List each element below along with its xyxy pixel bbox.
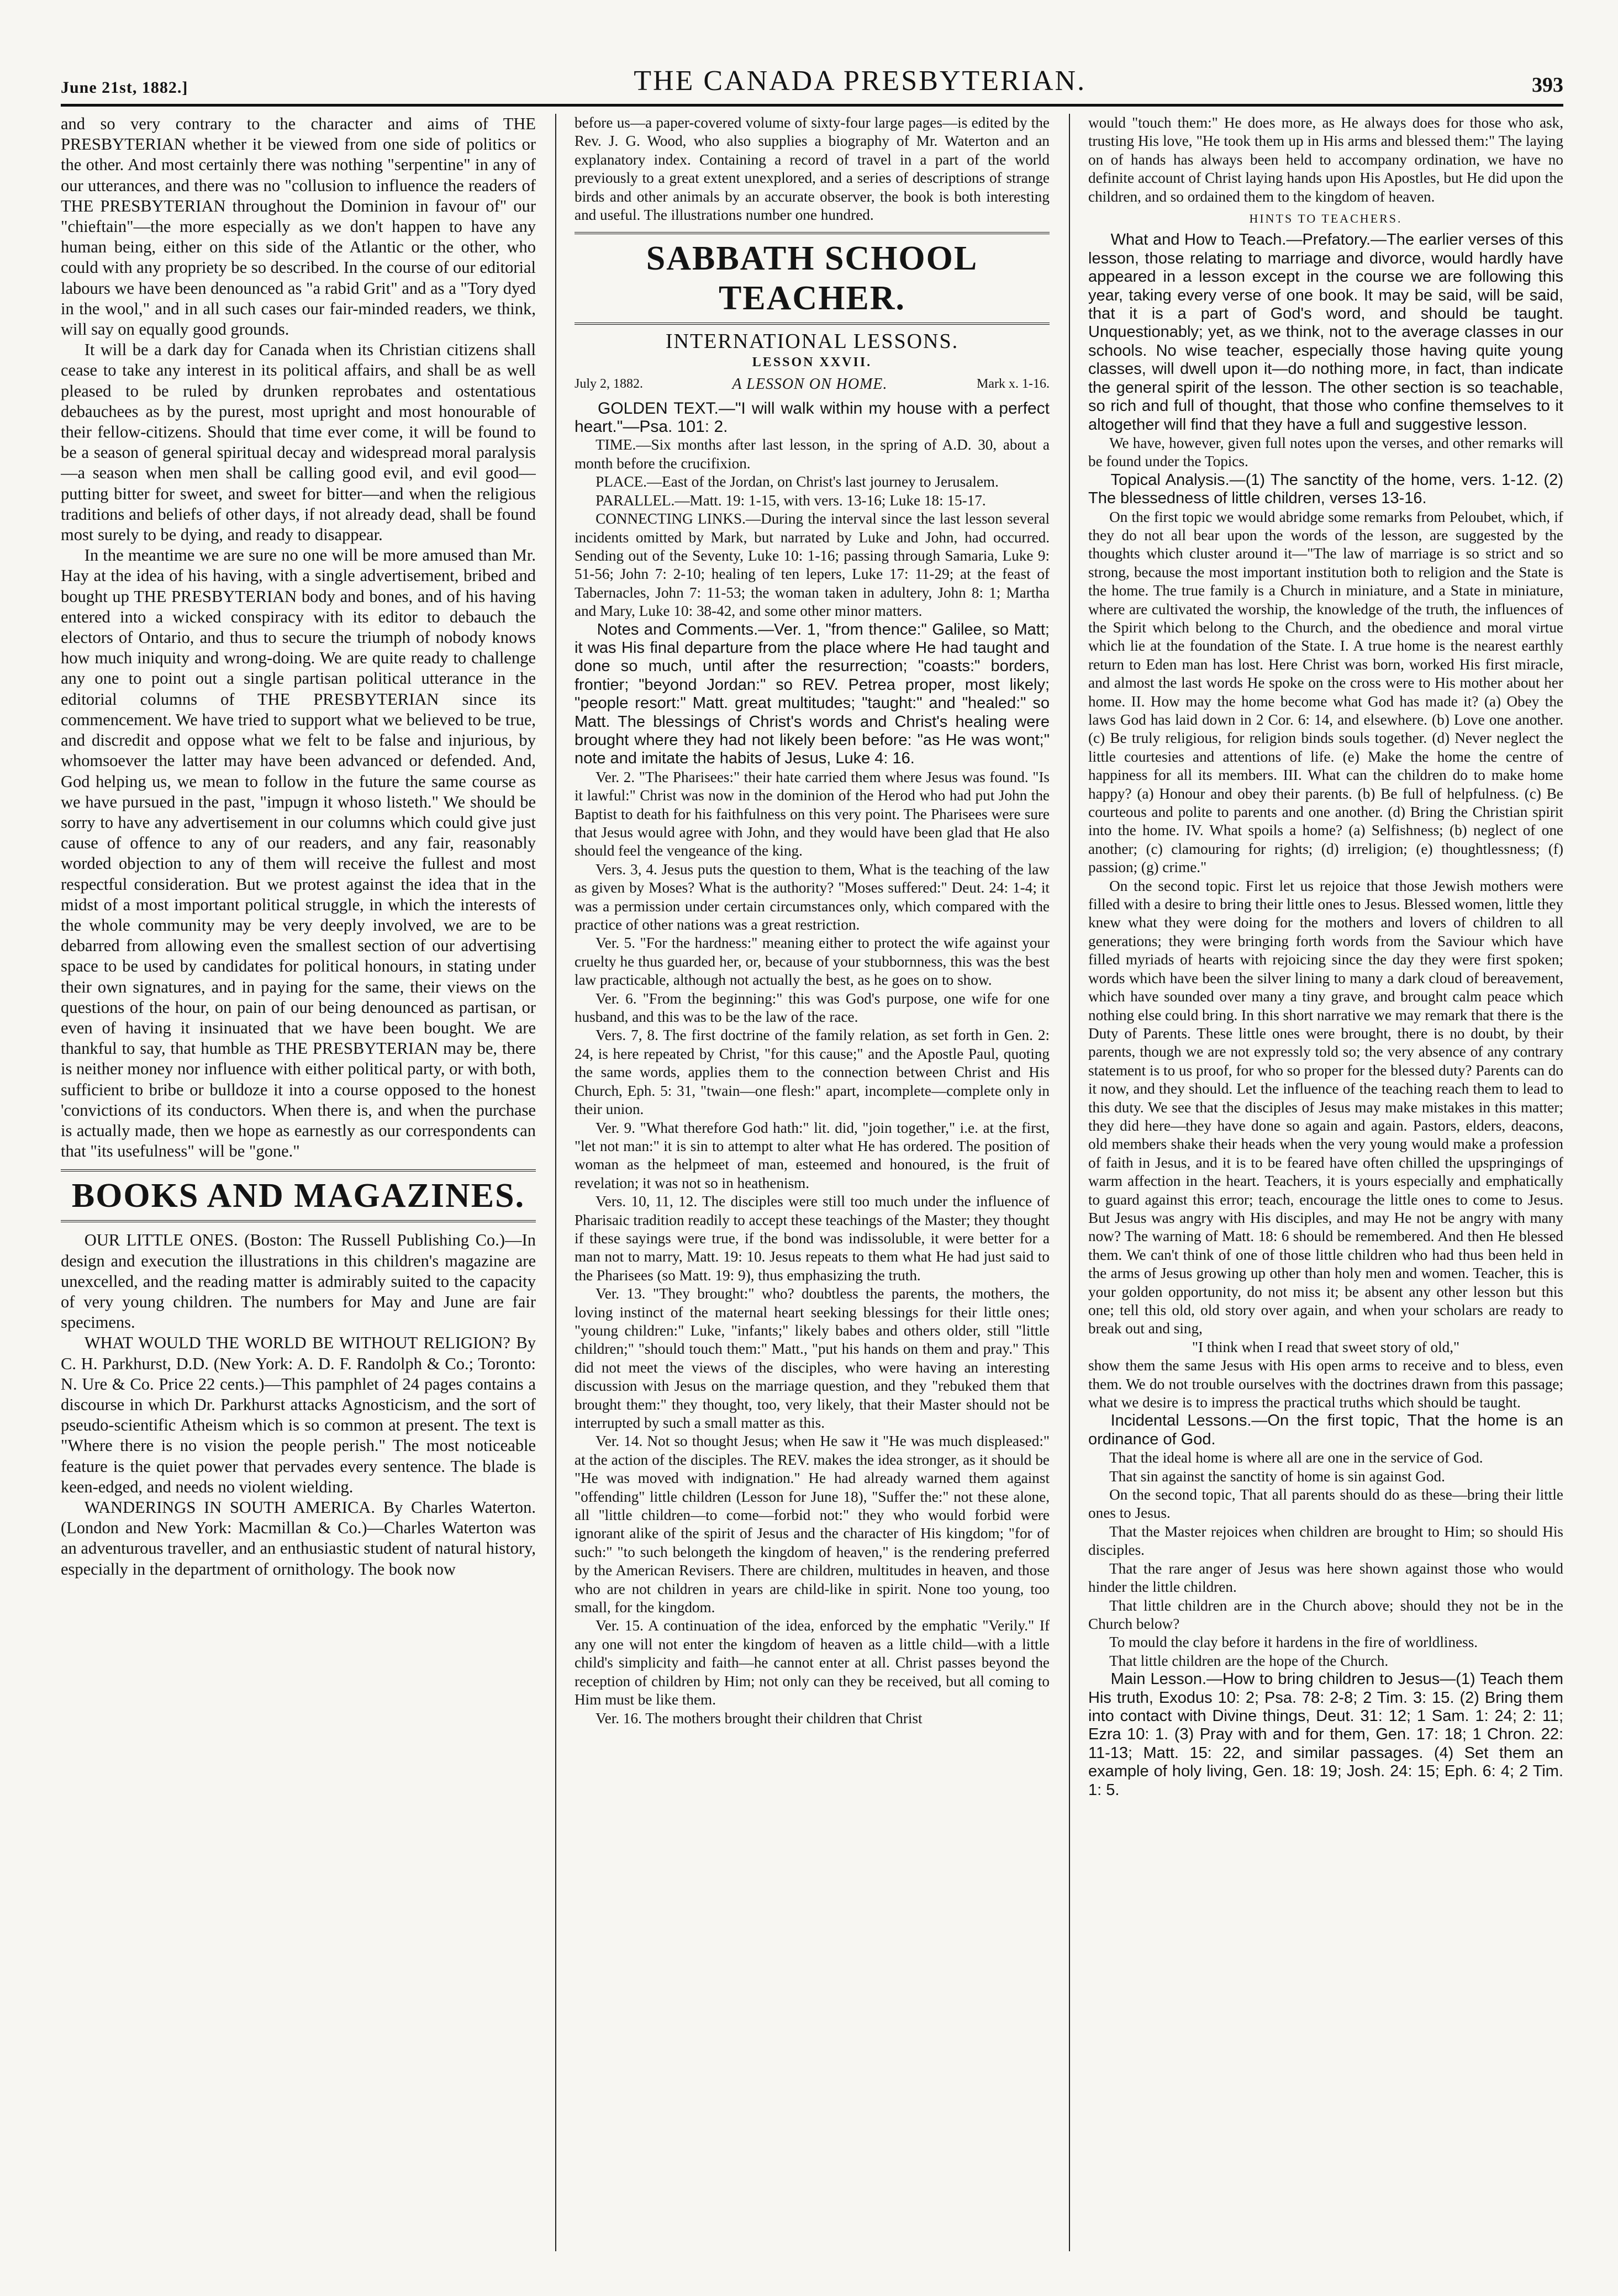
lesson-paragraph: Ver. 9. "What therefore God hath:" lit. did, "join together," i.e. at the first, "let not man:" it is sin to attempt to alter what He has ordered. The position of woman as the helpmeet of man, esteemed and honoured, is the fruit of revelation; it was not so in heathenism. [575,1119,1050,1191]
teaching-paragraph: We have, however, given full notes upon the verses, and other remarks will be found under the Topics. [1088,434,1563,470]
column-divider [1069,114,1070,2251]
page-header [61,53,1563,97]
golden-text: GOLDEN TEXT.—"I will walk within my house with a perfect heart."—Psa. 101: 2. [575,399,1050,436]
book-review: OUR LITTLE ONES. (Boston: The Russell Publishing Co.)—In design and execution the illustrations in this children's magazine are unexcelled, and the reading matter is admirably suited to the capacity of very young children. The numbers for May and June are fair specimens. [61,1231,536,1332]
incidental-item: On the second topic, That all parents should do as these—bring their little ones to Jesus. [1088,1486,1563,1522]
page-number: 393 [1531,73,1563,97]
hymn-quote: "I think when I read that sweet story of old," [1192,1338,1460,1355]
lesson-paragraph: Ver. 5. "For the hardness:" meaning either to protect the wife against your cruelty he thus guarded her, or, because of your stubbornness, this was the best law practicable, although not actually the best, as he goes on to show. [575,935,1050,989]
lesson-number: LESSON XXVII. [752,355,872,370]
incidental-item: That little children are in the Church above; should they not be in the Church below? [1088,1597,1563,1632]
incidental-item: That little children are the hope of the Church. [1109,1652,1389,1669]
column-left [61,114,536,2257]
editorial-paragraph: In the meantime we are sure no one will be more amused than Mr. Hay at the idea of his having, with a single advertisement, bribed and bought up THE PRESBYTERIAN body and bones, and of his having entered into a wicked conspiracy with its editor to debauch the electors of Ontario, and thus to secure the triumph of nobody knows how much iniquity and wrong-doing. We are quite ready to challenge any one to point out a single partisan political utterance in the editorial columns of THE PRESBYTERIAN since its commencement. We have tried to support what we believed to be true, and discredit and oppose what we felt to be false and injurious, by whomsoever the latter may have been advanced or defended. And, God helping us, we mean to follow in the future the same course as we have pursued in the past, "impugn it whoso listeth." We should be sorry to have any advertisement in our columns which could give just cause of offence to any of our readers, and any fair, reasonably worded objection to any of them will receive the fullest and most respectful consideration. But we protest against the idea that in the midst of a most important political struggle, in which the interests of the whole community may be very deeply involved, we are to be debarred from allowing even the smallest section of our advertising space to be used by candidates for political honours, in stating under their own signatures, and in paying for the same, their views on the questions of the hour, on pain of our being denounced as partisan, or even of having it insinuated that we have been bought. We are thankful to say, that humble as THE PRESBYTERIAN may be, there is neither money nor influence with either political party, or with both, sufficient to bribe or bulldoze it into a course opposed to the honest 'convictions of its conductors. When there is, and when the purchase is actually made, then we hope as earnestly as our correspondents can that "its usefulness" will be "gone." [61,546,536,1161]
main-lesson: Main Lesson.—How to bring children to Jesus—(1) Teach them His truth, Exodus 10: 2; Psa. 78: 2-8; 2 Tim. 3: 15. (2) Bring them into contact with Divine things, Deut. 31: 12; 1 Sam. 1: 24; 2: 11; Ezra 10: 1. (3) Pray with and for them, Gen. 17: 18; 1 Chron. 22: 11-13; Matt. 15: 22, and similar passages. (4) Set them an example of holy living, Gen. 18: 19; Josh. 24: 15; Eph. 6: 4; 2 Tim. 1: 5. [1088,1670,1563,1799]
incidental-item: That the rare anger of Jesus was here shown against those who would hinder the little children. [1088,1560,1563,1596]
lesson-paragraph: PLACE.—East of the Jordan, on Christ's last journey to Jerusalem. [595,473,999,490]
masthead-title: THE CANADA PRESBYTERIAN. [634,65,1087,97]
books-magazines-heading: BOOKS AND MAGAZINES. [61,1169,536,1222]
book-review-continued: before us—a paper-covered volume of sixty-four large pages—is edited by the Rev. J. G. Wood, who also supplies a biography of Mr. Waterton and an explanatory index. Containing a record of travel in a part of the world previously to a great extent unexplored, and a series of descriptions of strange birds and other animals by an accurate observer, the book is both interesting and useful. The illustrations number one hundred. [575,114,1050,224]
notes-and-comments: Notes and Comments.—Ver. 1, "from thence:" Galilee, so Matt; it was His final departure from the place where He had taught and done so much, until after the resurrection; "coasts:" borders, frontier; "beyond Jordan:" so REV. Petrea proper, most likely; "people resort:" Matt. great multitudes; "taught:" and "healed:" so Matt. The blessings of Christ's words and Christ's healing were brought where they had not likely been before: "as He was wont;" note and imitate the habits of Jesus, Luke 4: 16. [575,620,1050,768]
lesson-reference: Mark x. 1-16. [977,377,1050,392]
topical-analysis: Topical Analysis.—(1) The sanctity of the home, vers. 1-12. (2) The blessedness of little children, verses 13-16. [1088,471,1563,508]
lesson-continued: would "touch them:" He does more, as He always does for those who ask, trusting His love, "He took them up in His arms and blessed them:" The laying on of hands has always been held to accompany ordination, we have no definite account of Christ laying hands upon His Apostles, but He did upon the children, and so ordained them to the kingdom of heaven. [1088,114,1563,205]
incidental-item: That the ideal home is where all are one in the service of God. [1109,1449,1483,1466]
incidental-item: To mould the clay before it hardens in the fire of worldliness. [1109,1634,1478,1651]
teaching-paragraph: show them the same Jesus with His open arms to receive and to bless, even them. We do not trouble ourselves with the doctrines drawn from this passage; what we desire is to impress the practical truths which should be taught. [1088,1357,1563,1411]
incidental-lessons: Incidental Lessons.—On the first topic, That the home is an ordinance of God. [1088,1412,1563,1448]
editorial-paragraph: and so very contrary to the character and aims of THE PRESBYTERIAN whether it be viewed from one side of politics or the other. And most certainly there was nothing "serpentine" in any of our utterances, and there was no "collusion to influence the readers of THE PRESBYTERIAN throughout the Dominion in favour of" our "chieftain"—the more especially as we don't happen to have any human being, either on this side of the Atlantic or the other, who could with any propriety be so described. In the course of our editorial labours we have been denounced as "a rabid Grit" and as a "Tory dyed in the wool," and in all such cases our fair-minded readers, we think, will say on equally good grounds. [61,114,536,339]
hints-to-teachers-heading: HINTS TO TEACHERS. [1249,212,1403,226]
header-rule [61,104,1563,107]
lesson-paragraph: Vers. 10, 11, 12. The disciples were still too much under the influence of Pharisaic tradition readily to accept these teachings of the Master; they thought if these sayings were true, if the bond was indissoluble, it were better for a man not to marry, Matt. 19: 10. Jesus repeats to them what He had just said to the Pharisees (so Matt. 19: 9), thus emphasizing the truth. [575,1193,1050,1284]
column-middle [575,114,1050,2257]
lesson-paragraph: Ver. 14. Not so thought Jesus; when He saw it "He was much displeased:" at the action of the disciples. The REV. makes the idea stronger, as it should be "He was moved with indignation." He had already warned them against "offending" little children (Lesson for June 18), "Suffer the:" not these alone, all "little children—to come—forbid not:" they who would forbid were ignorant alike of the spirit of Jesus and the character of His kingdom; "for of such:" "to such belongeth the kingdom of heaven," is the rendering preferred by the American Revisers. There are children, multitudes in heaven, and those who are not children in years are child-like in spirit. None too young, too small, for the kingdom. [575,1433,1050,1616]
lesson-paragraph: CONNECTING LINKS.—During the interval since the last lesson several incidents omitted by Mark, but narrated by Luke and John, had occurred. Sending out of the Seventy, Luke 10: 1-16; passing through Samaria, Luke 9: 51-56; John 7: 2-10; healing of ten lepers, Luke 17: 11-29; at the feast of Tabernacles, John 7: 11-53; the woman taken in adultery, John 8: 1; Martha and Mary, Luke 10: 38-42, and some other minor matters. [575,510,1050,620]
issue-date: June 21st, 1882.] [61,78,188,97]
lesson-paragraph: Ver. 13. "They brought:" who? doubtless the parents, the mothers, the loving instinct of the maternal heart seeking blessings for their little ones; "young children:" Luke, "infants;" likely babes and others older, still "little children;" "should touch them:" Matt., "put his hands on them and pray." This did not meet the views of the disciples, who were having an interesting discussion with Jesus on the marriage question, and they "rebuked them that brought them:" they thought, too, very likely, that their Master should not be interrupted by such a small matter as this. [575,1285,1050,1431]
lesson-info-row [575,375,1050,393]
lesson-paragraph: Ver. 16. The mothers brought their children that Christ [595,1709,923,1727]
lesson-paragraph: Vers. 7, 8. The first doctrine of the family relation, as set forth in Gen. 2: 24, is here repeated by Christ, "for this cause;" and the Apostle Paul, quoting the same words, applies them to the connection between Christ and His Church, Eph. 5: 31, "twain—one flesh:" apart, incomplete—complete only in their union. [575,1027,1050,1118]
teaching-paragraph: On the first topic we would abridge some remarks from Peloubet, which, if they do not all bear upon the words of the lesson, are suggested by the thoughts which cluster around it—"The law of marriage is so strict and so strong, because the most important institution both to religion and the State is the home. The true family is a Church in miniature, and a State in miniature, where are cultivated the worship, the knowledge of the truth, the influences of the Spirit which belong to the Church, and the obedience and moral virtue which lie at the foundation of the State. I. A true home is the nearest earthly return to Eden man has lost. Here Christ was born, worked His first miracle, and almost the last words He spoke on the cross were to His mother about her home. II. How may the home become what God has made it? (a) Obey the laws God has laid down in 2 Cor. 6: 14, and elsewhere. (b) Love one another. (c) Be truly religious, for religion binds souls together. (d) Never neglect the little courtesies and attentions of life. (e) Make the home the centre of happiness for all its members. III. What can the children do to make home happy? (a) Honour and obey their parents. (b) Be full of helpfulness. (c) Be courteous and polite to parents and one another. (d) Bring the Christian spirit into the home. IV. What spoils a home? (a) Selfishness; (b) neglect of one another; (c) clamouring for rights; (d) irreligion; (e) thoughtlessness; (f) passion; (g) crime." [1088,508,1563,876]
teaching-paragraph: On the second topic. First let us rejoice that those Jewish mothers were filled with a desire to bring their little ones to Jesus. Blessed women, little they knew what they were doing for the mothers and lovers of children to all generations; they were bringing forth words from the Saviour which have filled myriads of hearts with rejoicing since the day they were first spoken; words which have been the silver lining to many a dark cloud of bereavement, which have sounded over many a tiny grave, and brought calm peace which nothing else could bring. In this short narrative we may remark that there is the Duty of Parents. These little ones were brought, there is no doubt, by their parents, though we are not expressly told so; the very absence of any contrary statement is to us proof, for who so proper for the blessed duty? Parents can do it now, and they should. Let the influence of the teaching reach them to lead to this duty. We see that the disciples of Jesus may make mistakes in this matter; they did here—they have done so again and again. Pastors, elders, deacons, old members shake their heads when the very young would make a profession of faith in Jesus, and it is to be feared have often chilled the upspringings of warm affection in the heart. Teachers, it is yours especially and emphatically to guard against this error; teach, encourage the little ones to come to Jesus. But Jesus was angry with His disciples, and may He not be angry with many now? The warning of Matt. 18: 6 should be remembered. And then He blessed them. We can't think of one of those little children who had thus been held in the arms of Jesus growing up other than holy men and women. Teacher, this is your golden opportunity, do not miss it; be absent any other lesson but this one; tell this old, old story over again, and when your scholars are ready to break out and sing, [1088,877,1563,1337]
lesson-paragraph: Ver. 15. A continuation of the idea, enforced by the emphatic "Verily." If any one will not enter the kingdom of heaven as a little child—with a little child's simplicity and faith—he cannot enter at all. Christ passes beyond the reception of children by Him; not only can they be received, but all coming to Him must be like them. [575,1617,1050,1708]
sabbath-school-heading: SABBATH SCHOOL TEACHER. [575,232,1050,325]
incidental-item: That sin against the sanctity of home is sin against God. [1109,1468,1445,1485]
lesson-title: A LESSON ON HOME. [732,376,888,393]
lesson-paragraph: PARALLEL.—Matt. 19: 1-15, with vers. 13-16; Luke 18: 15-17. [595,492,986,509]
lesson-date: July 2, 1882. [575,377,644,392]
incidental-item: That the Master rejoices when children are brought to Him; so should His disciples. [1088,1523,1563,1559]
teaching-paragraph: What and How to Teach.—Prefatory.—The earlier verses of this lesson, those relating to marriage and divorce, would hardly have appeared in a lesson except in the course we are following this year, taking every verse of one book. It may be said, will be said, that it is a part of God's word, and should be taught. Unquestionably; yet, as we think, not to the average classes in our schools. No wise teacher, especially those having quite young classes, will dwell upon it—do nothing more, in fact, than indicate the general spirit of the lesson. The other section is so teachable, so rich and full of thought, that those who confine themselves to it altogether will find that they have a full and suggestive lesson. [1088,231,1563,434]
international-lessons-heading: INTERNATIONAL LESSONS. [665,330,959,353]
lesson-paragraph: Vers. 3, 4. Jesus puts the question to them, What is the teaching of the law as given by Moses? What is the authority? "Moses suffered:" Deut. 24: 1-4; it was a permission under certain circumstances only, which compared with the practice of other nations was a great restriction. [575,861,1050,933]
lesson-paragraph: TIME.—Six months after last lesson, in the spring of A.D. 30, about a month before the crucifixion. [575,436,1050,472]
newspaper-page [61,53,1563,2257]
book-review: WHAT WOULD THE WORLD BE WITHOUT RELIGION? By C. H. Parkhurst, D.D. (New York: A. D. F. Randolph & Co.; Toronto: N. Ure & Co. Price 22 cents.)—This pamphlet of 24 pages contains a discourse in which Dr. Parkhurst attacks Agnosticism, and the sort of pseudo-scientific Atheism which is so common at present. The text is "Where there is no vision the people perish." The most noticeable feature is the quiet power that pervades every sentence. The blade is keen-edged, and needs no violent wielding. [61,1333,536,1496]
lesson-paragraph: Ver. 2. "The Pharisees:" their hate carried them where Jesus was found. "Is it lawful:" Christ was now in the dominion of the Herod who had put John the Baptist to death for his faithfulness on this very point. The Pharisees were sure that Jesus would agree with John, and they would have been glad that He also should feel the vengeance of the king. [575,768,1050,859]
lesson-paragraph: Ver. 6. "From the beginning:" this was God's purpose, one wife for one husband, and this was to be the law of the race. [575,990,1050,1026]
editorial-paragraph: It will be a dark day for Canada when its Christian citizens shall cease to take any interest in its political affairs, and shall be as well pleased to be ruled by drunken reprobates and ostentatious debauchees as by the purest, most upright and most honourable of their fellow-citizens. Should that time ever come, it will be found to be a season of general spiritual decay and widespread moral paralysis—a season when men shall be calling good evil, and evil good—putting bitter for sweet, and sweet for bitter—and when the religious traditions and beliefs of other days, if not already dead, shall be found most surely to be dying, and ready to disappear. [61,340,536,545]
column-divider [555,114,556,2251]
book-review: WANDERINGS IN SOUTH AMERICA. By Charles Waterton. (London and New York: Macmillan & Co.)—Charles Waterton was an adventurous traveller, and an enthusiastic student of natural history, especially in the department of ornithology. The book now [61,1498,536,1579]
column-right [1088,114,1563,2257]
